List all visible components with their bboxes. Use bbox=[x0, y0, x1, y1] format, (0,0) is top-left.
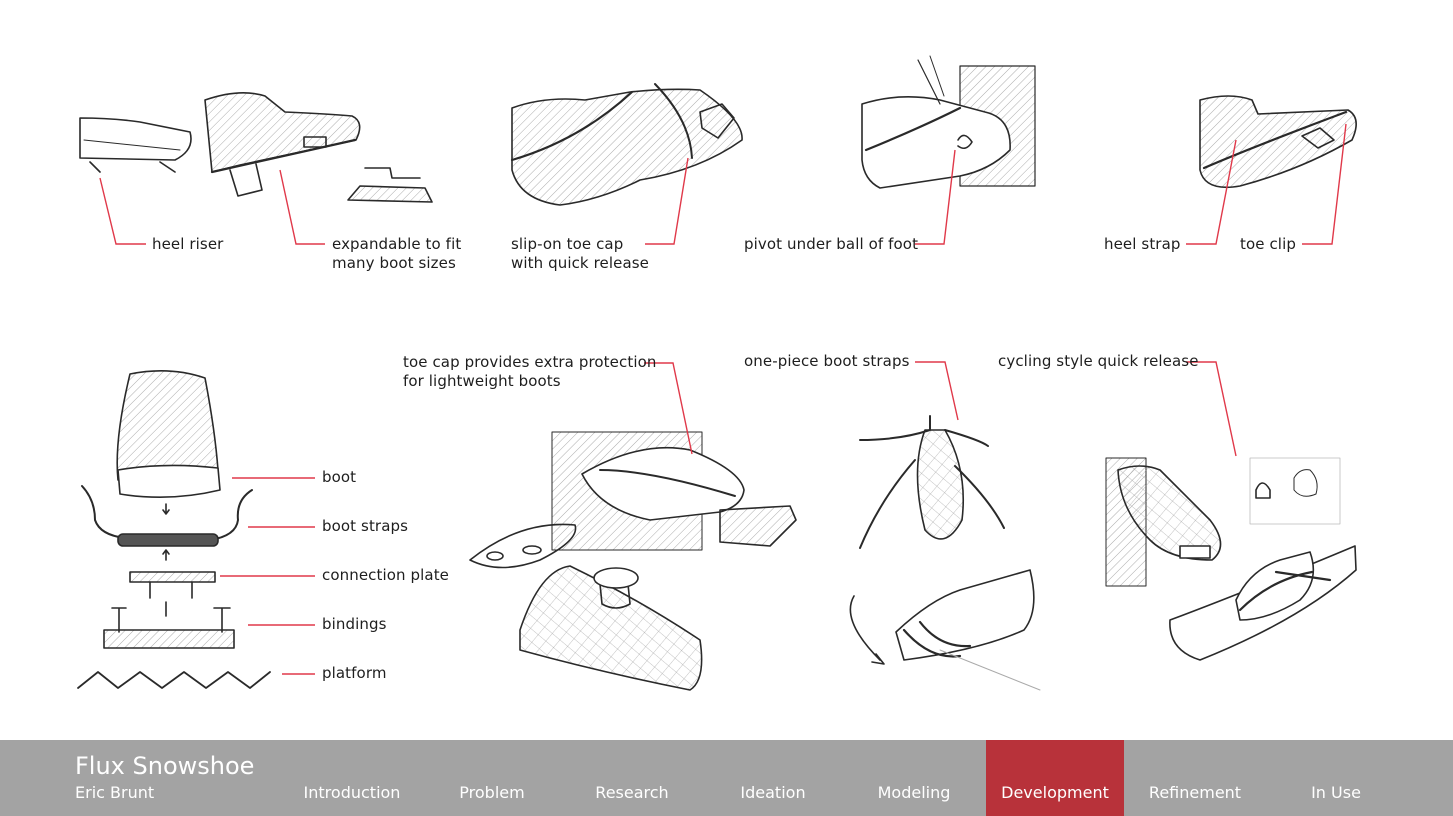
sketch-heel-riser bbox=[80, 118, 191, 172]
nav-research[interactable]: Research bbox=[595, 783, 669, 802]
sketch-exploded-assembly bbox=[78, 371, 270, 688]
sketch-toe-cap-protection bbox=[470, 432, 796, 690]
sketch-slipon-toe-cap bbox=[512, 84, 742, 205]
sketch-pivot bbox=[862, 56, 1035, 188]
sketch-expandable-shell bbox=[205, 93, 432, 202]
nav-in-use[interactable]: In Use bbox=[1311, 783, 1361, 802]
sketch-heel-strap-toe-clip bbox=[1200, 96, 1356, 187]
label-bindings: bindings bbox=[322, 615, 387, 633]
label-toe-cap-line2: for lightweight boots bbox=[403, 372, 561, 390]
label-connection-plate: connection plate bbox=[322, 566, 450, 584]
label-slipon-line2: with quick release bbox=[511, 254, 649, 272]
sketch-cycling-quick-release bbox=[1106, 458, 1356, 660]
label-toe-cap-line1: toe cap provides extra protection bbox=[403, 353, 657, 371]
label-slipon-line1: slip-on toe cap bbox=[511, 235, 624, 253]
nav-ideation[interactable]: Ideation bbox=[740, 783, 806, 802]
label-heel-strap: heel strap bbox=[1104, 235, 1181, 253]
author-name: Eric Brunt bbox=[75, 783, 155, 802]
nav-problem[interactable]: Problem bbox=[459, 783, 525, 802]
label-pivot: pivot under ball of foot bbox=[744, 235, 919, 253]
project-title: Flux Snowshoe bbox=[75, 752, 255, 780]
label-one-piece-straps: one-piece boot straps bbox=[744, 352, 910, 370]
label-expandable-line1: expandable to fit bbox=[332, 235, 462, 253]
label-boot-straps: boot straps bbox=[322, 517, 409, 535]
label-toe-clip: toe clip bbox=[1240, 235, 1296, 253]
nav-refinement[interactable]: Refinement bbox=[1148, 783, 1242, 802]
label-toe-cap-protection bbox=[403, 353, 656, 391]
label-expandable-line2: many boot sizes bbox=[332, 254, 456, 272]
label-heel-riser: heel riser bbox=[152, 235, 224, 253]
label-cycling-quick-release: cycling style quick release bbox=[998, 352, 1199, 370]
label-platform: platform bbox=[322, 664, 387, 682]
label-expandable bbox=[332, 235, 461, 273]
label-slipon-toe-cap bbox=[511, 235, 649, 273]
nav-development[interactable]: Development bbox=[986, 740, 1124, 816]
nav-introduction[interactable]: Introduction bbox=[303, 783, 401, 802]
label-boot: boot bbox=[322, 468, 357, 486]
leader-lines bbox=[100, 124, 1346, 674]
nav-modeling[interactable]: Modeling bbox=[877, 783, 951, 802]
sketch-one-piece-straps bbox=[850, 416, 1040, 690]
